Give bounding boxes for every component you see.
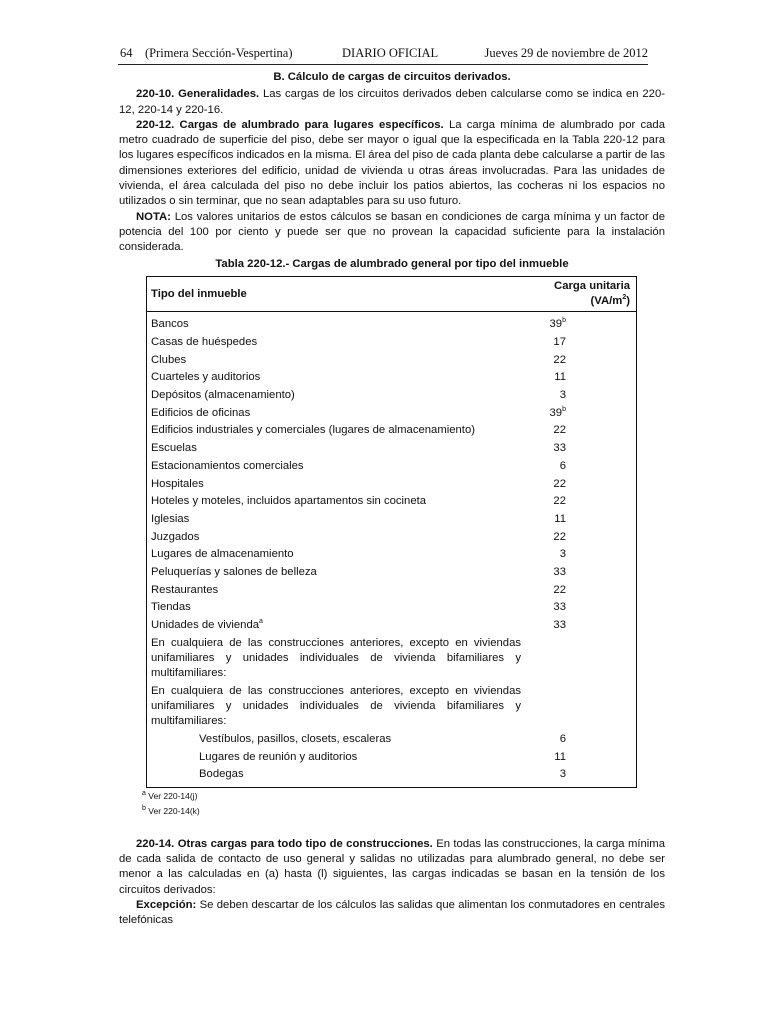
cell-type: En cualquiera de las construcciones anteriores, excepto en viviendas unifamiliares y unidades individuales de vivienda bifamiliares y multifamiliares: (151, 636, 521, 680)
cell-type: Edificios industriales y comerciales (lugares de almacenamiento) (151, 424, 475, 437)
table-row (147, 458, 637, 476)
page-header (120, 46, 648, 66)
paragraph-heading: NOTA: (136, 210, 171, 223)
table-row (147, 440, 637, 458)
cell-load-value: 11 (554, 750, 566, 763)
header-page-number: 64 (120, 46, 133, 60)
header-page-section (120, 46, 293, 61)
cell-load-value (525, 634, 637, 682)
table-row (147, 422, 637, 440)
table-row (147, 493, 637, 511)
cell-type: Depósitos (almacenamiento) (151, 389, 295, 402)
cell-type: Escuelas (151, 442, 197, 455)
load-table (146, 276, 637, 788)
table-row (147, 546, 637, 564)
paragraph-heading: 220-10. Generalidades. (136, 88, 260, 101)
cell-load-value: 22 (553, 477, 566, 490)
cell-type: Hospitales (151, 477, 204, 490)
table-row (147, 581, 637, 599)
table-row (147, 352, 637, 370)
paragraph-text: En todas las construcciones, la carga mínima de cada salida de contacto de uso general y salidas no utilizadas para alumbrado general, no debe ser menor a las calculadas en (a) hasta (l) siguientes, las cargas indicadas se basan en la tensión de los circuitos derivados: (119, 837, 665, 896)
cell-load-value: 6 (559, 459, 566, 472)
column-header-type: Tipo del inmueble (147, 276, 526, 312)
paragraph-excepcion (119, 898, 665, 929)
table-row (147, 564, 637, 582)
table-row (147, 334, 637, 352)
table-row (147, 511, 637, 529)
paragraph-heading: 220-14. Otras cargas para todo tipo de construcciones. (136, 837, 433, 850)
cell-type: Cuarteles y auditorios (151, 371, 261, 384)
cell-load-value: 17 (553, 336, 566, 349)
cell-load-value: 11 (554, 371, 566, 384)
table-row (147, 405, 637, 423)
cell-type: Restaurantes (151, 583, 219, 596)
cell-load-value: 3 (559, 548, 566, 561)
table-row (147, 475, 637, 493)
table-row (147, 749, 637, 767)
cell-load-value: 22 (553, 353, 566, 366)
table-row (147, 369, 637, 387)
cell-load-value: 22 (553, 530, 566, 543)
footnote-a: $^a$ Ver 220-14(j) (142, 789, 198, 801)
cell-type: Estacionamientos comerciales (151, 459, 304, 472)
cell-load-value: 39$^b$ (549, 317, 566, 331)
table-row (147, 766, 637, 787)
cell-load-value: 3 (559, 768, 566, 781)
cell-type: Casas de huéspedes (151, 336, 258, 349)
paragraph-220-14 (119, 837, 665, 898)
section-title: B. Cálculo de cargas de circuitos derivados. (273, 71, 511, 83)
header-date: Jueves 29 de noviembre de 2012 (484, 46, 648, 60)
paragraph-220-12 (119, 118, 665, 210)
paragraph-text: La carga mínima de alumbrado por cada metro cuadrado de superficie del piso, debe ser mayor o igual que la especificada en la Tabla 220-12 para los lugares específicos indicados en la misma. El área del piso de cada planta debe calcularse a partir de las dimensiones exteriores del edificio, unidad de vivienda u otras áreas involucradas. Para las unidades de vivienda, el área calculada del piso no debe incluir los patios abiertos, las cocheras ni los espacios no utilizados o sin terminar, que no sean adaptables para su uso futuro. (119, 118, 665, 208)
table-row (147, 617, 637, 635)
table-header-row (147, 276, 637, 312)
cell-load-value: 22 (553, 583, 566, 596)
cell-type: Bancos (151, 318, 189, 331)
cell-type: Tiendas (151, 601, 191, 614)
cell-type: Unidades de vivienda$^a$ (151, 618, 263, 631)
header-rule (118, 64, 648, 65)
cell-type: Hoteles y moteles, incluidos apartamentos sin cocineta (151, 495, 427, 508)
cell-type: Edificios de oficinas (151, 406, 251, 419)
cell-load-value: 22 (553, 424, 566, 437)
cell-load-value (525, 683, 637, 731)
cell-type: Clubes (151, 353, 187, 366)
cell-type: Juzgados (151, 530, 200, 543)
header-section: (Primera Sección-Vespertina) (145, 46, 293, 60)
table-row (147, 634, 637, 682)
cell-type: Lugares de reunión y auditorios (199, 750, 358, 763)
paragraph-heading: Excepción: (136, 898, 197, 911)
cell-type: Peluquerías y salones de belleza (151, 565, 317, 578)
cell-load-value: 3 (559, 389, 566, 402)
cell-load-value: 22 (553, 495, 566, 508)
table-row (147, 387, 637, 405)
paragraph-text: Los valores unitarios de estos cálculos se basan en condiciones de carga mínima y un factor de potencia del 100 por ciento y puede ser que no provean la capacidad suficiente para la instalación considerada. (119, 210, 665, 254)
cell-type: En cualquiera de las construcciones anteriores, excepto en viviendas unifamiliares y unidades individuales de vivienda bifamiliares y multifamiliares: (151, 684, 521, 728)
cell-type: Vestíbulos, pasillos, closets, escaleras (199, 733, 392, 746)
footnote-b: $^b$ Ver 220-14(k) (142, 804, 200, 816)
cell-type: Bodegas (199, 768, 244, 781)
table-body (147, 312, 637, 787)
cell-load-value: 6 (559, 733, 566, 746)
paragraph-220-10 (119, 87, 665, 118)
table-row (147, 599, 637, 617)
table-row (147, 312, 637, 334)
cell-load-value: 33 (553, 565, 566, 578)
cell-load-value: 11 (554, 512, 566, 525)
cell-load-value: 33 (553, 618, 566, 631)
cell-type: Lugares de almacenamiento (151, 548, 294, 561)
table-row (147, 528, 637, 546)
cell-load-value: 33 (553, 601, 566, 614)
cell-load-value: 39$^b$ (549, 406, 566, 419)
paragraph-text: Las cargas de los circuitos derivados deben calcularse como se indica en 220-12, 220-14 y 220-16. (119, 88, 666, 116)
cell-load-value: 33 (553, 442, 566, 455)
paragraph-heading: 220-12. Cargas de alumbrado para lugares específicos. (136, 118, 444, 131)
paragraph-nota (119, 210, 665, 256)
cell-type: Iglesias (151, 512, 190, 525)
table-caption: Tabla 220-12.- Cargas de alumbrado general por tipo del inmueble (215, 257, 569, 270)
column-header-load: Carga unitaria $(VA/m^2)$ (525, 276, 637, 312)
document-body (119, 70, 665, 929)
table-row (147, 683, 637, 731)
header-publication: DIARIO OFICIAL (342, 46, 439, 60)
paragraph-text: Se deben descartar de los cálculos las salidas que alimentan los conmutadores en centrales telefónicas (119, 898, 665, 927)
table-row (147, 731, 637, 749)
